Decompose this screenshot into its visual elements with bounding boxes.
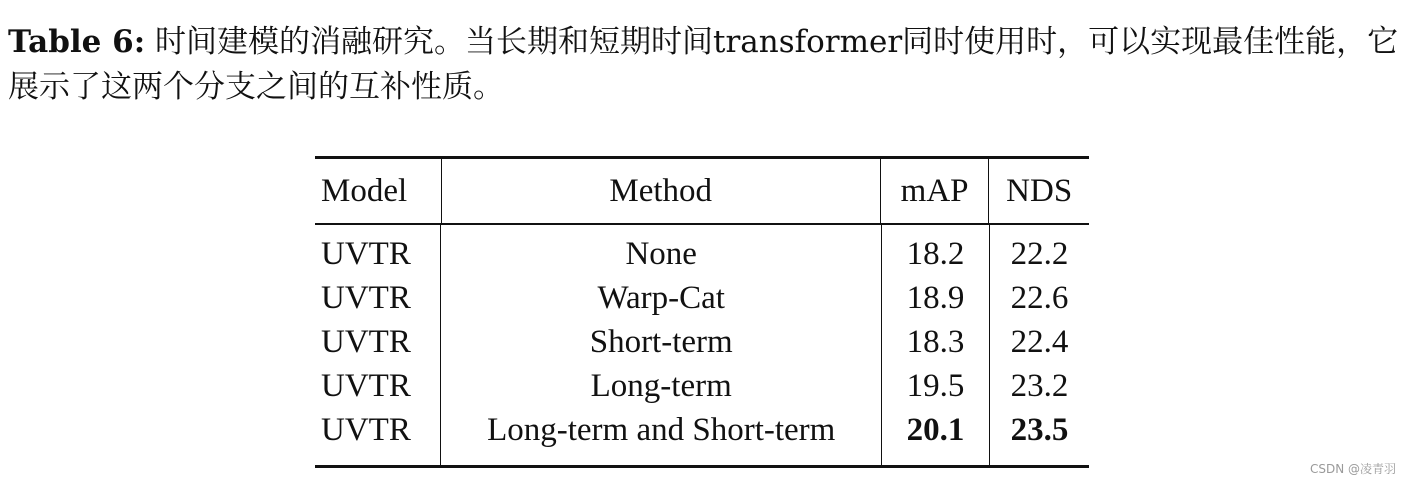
cell-map-best: 20.1 <box>882 409 990 453</box>
results-table-body <box>315 225 1089 465</box>
table-row <box>315 321 1089 365</box>
caption-text: 时间建模的消融研究。当长期和短期时间transformer同时使用时，可以实现最佳性能，它展示了这两个分支之间的互补性质。 <box>8 24 1399 105</box>
cell-nds: 23.2 <box>1010 368 1069 404</box>
cell-model: UVTR <box>315 277 441 321</box>
bottom-rule <box>315 465 1089 468</box>
cell-nds: 22.2 <box>1010 236 1069 272</box>
header-nds: NDS <box>1006 172 1073 209</box>
cell-method: Long-term and Short-term <box>441 409 882 453</box>
header-map: mAP <box>880 159 989 223</box>
table-row <box>315 233 1089 277</box>
cell-nds-best: 23.5 <box>1010 412 1069 448</box>
cell-model: UVTR <box>315 233 441 277</box>
cell-method: Long-term <box>441 365 882 409</box>
cell-nds: 22.6 <box>1010 280 1069 316</box>
cell-model: UVTR <box>315 321 441 365</box>
cell-method: Short-term <box>441 321 882 365</box>
header-row <box>315 159 1089 223</box>
results-table <box>315 159 1089 223</box>
cell-map: 18.9 <box>882 277 990 321</box>
header-model: Model <box>315 159 441 223</box>
header-method: Method <box>441 159 880 223</box>
cell-map: 19.5 <box>882 365 990 409</box>
cell-method: None <box>441 233 882 277</box>
cell-nds: 22.4 <box>1010 324 1069 360</box>
caption-label: Table 6: <box>8 24 146 60</box>
cell-map: 18.3 <box>882 321 990 365</box>
table-row <box>315 277 1089 321</box>
cell-model: UVTR <box>315 365 441 409</box>
watermark: CSDN @凌青羽 <box>1309 462 1396 476</box>
table-row-best <box>315 409 1089 453</box>
cell-model: UVTR <box>315 409 441 453</box>
results-table-container <box>315 156 1089 468</box>
table-row <box>315 365 1089 409</box>
cell-method: Warp-Cat <box>441 277 882 321</box>
table-caption <box>8 20 1403 110</box>
cell-map: 18.2 <box>882 233 990 277</box>
